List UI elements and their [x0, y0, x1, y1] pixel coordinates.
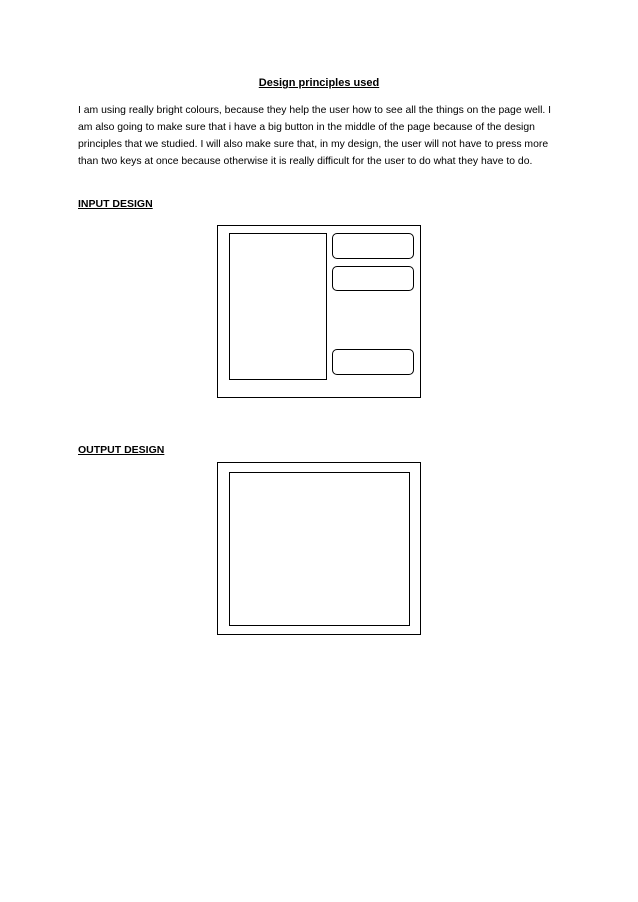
output-design-heading: OUTPUT DESIGN — [78, 444, 165, 456]
input-display-panel — [229, 233, 327, 380]
page-title: Design principles used — [258, 77, 380, 89]
output-display-panel — [229, 472, 410, 626]
input-button-bottom — [332, 349, 414, 375]
input-button-middle — [332, 266, 414, 291]
design-principles-paragraph: I am using really bright colours, because they help the user how to see all the things on the page well. I am also going to make sure that i have a big button in the middle of the page because of the design principles that we studied. I will also make sure that, in my design, the user will not have to press more than two keys at once because otherwise it is really difficult for the user to do what they have to do. — [78, 105, 552, 167]
input-design-heading: INPUT DESIGN — [78, 198, 153, 210]
input-button-top — [332, 233, 414, 259]
output-design-wireframe — [217, 462, 421, 635]
input-design-wireframe — [217, 225, 421, 398]
